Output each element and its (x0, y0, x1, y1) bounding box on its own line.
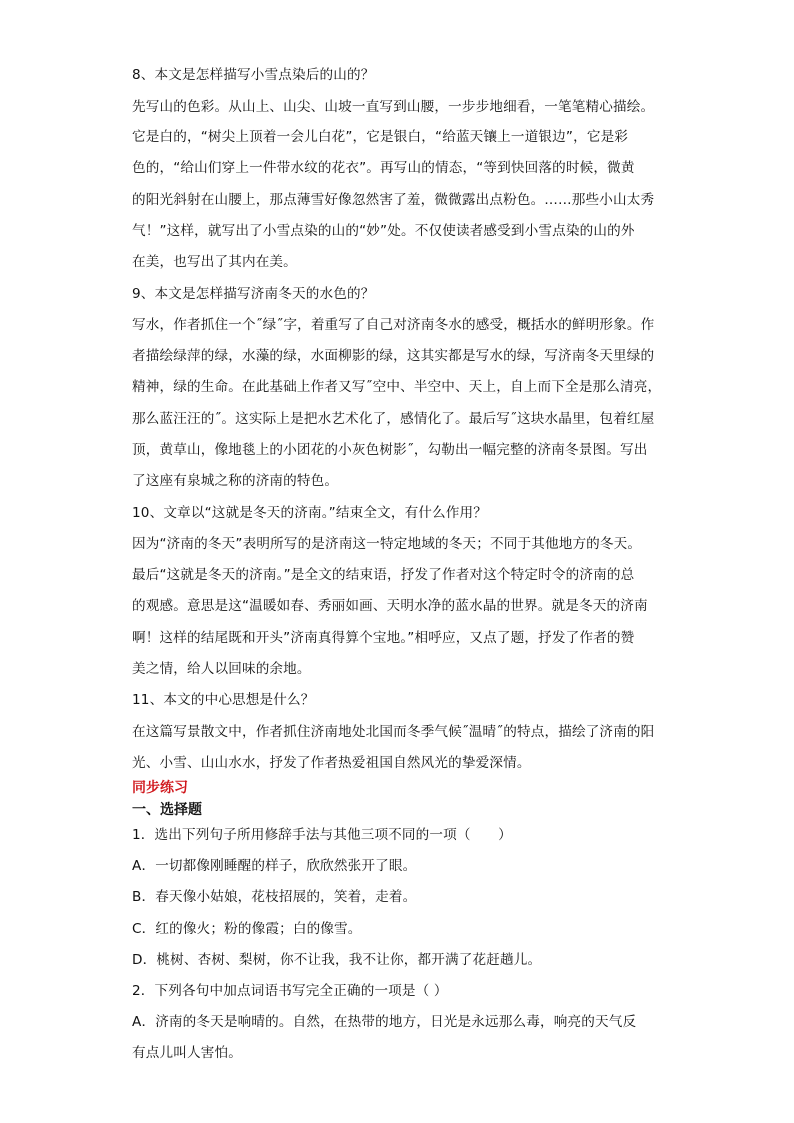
answer-8-line: 先写山的色彩。从山上、山尖、山坡一直写到山腰，一步步地细看，一笔笔精心描绘。 (132, 99, 655, 115)
answer-9-line: 者描绘绿萍的绿，水藻的绿，水面柳影的绿，这其实都是写水的绿，写济南冬天里绿的 (132, 348, 655, 364)
answer-11-line: 光、小雪、山山水水，抒发了作者热爱祖国自然风光的挚爱深情。 (132, 755, 531, 771)
answer-9-line: 精神，绿的生命。在此基础上作者又写˝空中、半空中、天上，自上而下全是那么清亮， (132, 379, 662, 395)
question-11-heading: 11、本文的中心思想是什么？ (132, 692, 315, 708)
answer-9-line: 顶，黄草山，像地毯上的小团花的小灰色树影˝，勾勒出一幅完整的济南冬景图。写出 (132, 442, 648, 458)
exercise-option-b: B．春天像小姑娘，花枝招展的，笑着，走着。 (132, 889, 417, 905)
subsection-title: 一、选择题 (132, 802, 202, 818)
section-title: 同步练习 (132, 780, 188, 796)
answer-9-line: 了这座有泉城之称的济南的特色。 (132, 473, 339, 489)
answer-10-line: 美之情，给人以回味的余地。 (132, 661, 311, 677)
exercise-option-a: A．一切都像刚睡醒的样子，欣欣然张开了眼。 (132, 858, 417, 874)
answer-8-line: 它是白的，“树尖上顶着一会儿白花”，它是银白，“给蓝天镶上一道银边”，它是彩 (132, 129, 629, 145)
answer-10-line: 的观感。意思是这“温暖如春、秀丽如画、天明水净的蓝水晶的世界。就是冬天的济南 (132, 598, 648, 614)
answer-8-line: 气！”这样，就写出了小雪点染的山的“妙”处。不仅使读者感受到小雪点染的山的外 (132, 223, 635, 239)
answer-8-line: 色的，“给山们穿上一件带水纹的花衣”。再写山的情态，“等到快回落的时候，微黄 (132, 160, 635, 176)
question-8-heading: 8、本文是怎样描写小雪点染后的山的？ (132, 67, 375, 83)
answer-9-line: 那么蓝汪汪的˝。这实际上是把水艺术化了，感情化了。最后写˝这块水晶里，包着红屋 (132, 411, 655, 427)
exercise-question-2: 2．下列各句中加点词语书写完全正确的一项是（ ） (132, 983, 448, 999)
answer-11-line: 在这篇写景散文中，作者抓住济南地处北国而冬季气候˝温晴˝的特点，描绘了济南的阳 (132, 724, 655, 740)
exercise-option-a-continued: 有点儿叫人害怕。 (132, 1045, 242, 1061)
question-10-heading: 10、文章以“这就是冬天的济南。”结束全文，有什么作用？ (132, 505, 488, 521)
exercise-option-c: C．红的像火；粉的像霞；白的像雪。 (132, 921, 362, 937)
answer-8-line: 的阳光斜射在山腰上，那点薄雪好像忽然害了羞，微微露出点粉色。……那些小山太秀 (132, 192, 655, 208)
answer-10-line: 因为“济南的冬天”表明所写的是济南这一特定地域的冬天；不同于其他地方的冬天。 (132, 536, 642, 552)
exercise-question-1: 1．选出下列句子所用修辞手法与其他三项不同的一项（ ） (132, 827, 512, 843)
answer-9-line: 写水，作者抓住一个˝绿˝字，着重写了自己对济南冬水的感受，概括水的鲜明形象。作 (132, 317, 655, 333)
answer-10-line: 最后“这就是冬天的济南。”是全文的结束语，抒发了作者对这个特定时令的济南的总 (132, 567, 635, 583)
answer-10-line: 啊！这样的结尾既和开头”济南真得算个宝地。”相呼应，又点了题，抒发了作者的赞 (132, 630, 635, 646)
question-9-heading: 9、本文是怎样描写济南冬天的水色的？ (132, 286, 375, 302)
answer-8-line: 在美，也写出了其内在美。 (132, 254, 297, 270)
exercise-option-d: D．桃树、杏树、梨树，你不让我，我不让你，都开满了花赶趟儿。 (132, 952, 542, 968)
exercise-option-a: A．济南的冬天是响晴的。自然，在热带的地方，日光是永远那么毒，响亮的天气反 (132, 1014, 637, 1030)
